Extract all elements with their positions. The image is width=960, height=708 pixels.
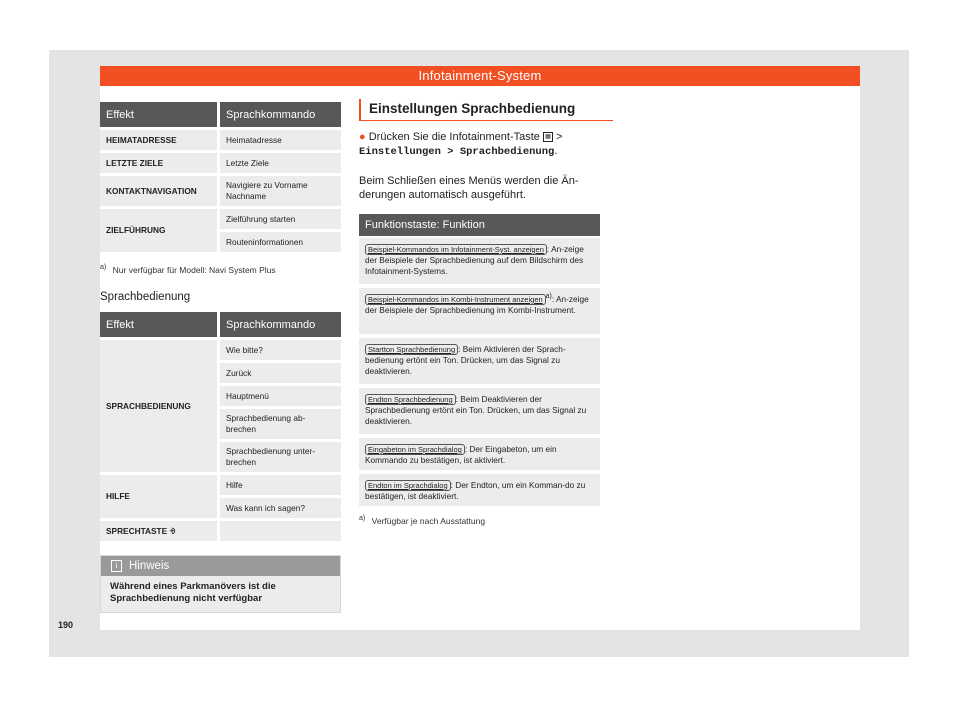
voice-button-icon: ⨮ <box>169 525 176 536</box>
table-row <box>100 475 341 495</box>
effect-cell: KONTAKTNAVIGATION <box>100 176 217 206</box>
function-table-header: Funktionstaste: Funktion <box>359 214 600 236</box>
table-footnote <box>100 263 276 275</box>
paragraph: Beim Schließen eines Menüs werden die Än-derungen automatisch ausgeführt. <box>359 175 579 201</box>
footnote-marker: a) <box>359 514 366 522</box>
table-row <box>100 340 341 360</box>
function-description: : Der Endton, um ein Komman-do zu bestätigen, ist deaktiviert. <box>365 479 586 502</box>
function-description: : Beim Aktivieren der Sprach-bedienung ertönt ein Ton. Drücken, um das Signal zu deaktivieren. <box>365 343 566 376</box>
menu-path-end: . <box>554 145 558 157</box>
command-cell: Wie bitte? <box>217 340 341 360</box>
voice-control-commands-table <box>100 309 341 544</box>
navigation-commands-table <box>100 99 341 255</box>
menu-path: Einstellungen > Sprachbedienung <box>359 146 555 158</box>
column-header-effekt: Effekt <box>100 312 217 337</box>
table-row <box>100 209 341 229</box>
table-row <box>100 521 341 541</box>
note-header <box>101 556 340 576</box>
command-cell: Hilfe <box>217 475 341 495</box>
function-item <box>359 338 600 384</box>
footnote-marker: a) <box>545 293 552 300</box>
function-description: : Der Eingabeton, um ein Kommando zu bestätigen, ist aktiviert. <box>365 443 557 466</box>
page-number: 190 <box>58 620 74 630</box>
command-cell: Zurück <box>217 363 341 383</box>
column-header-sprachkommando: Sprachkommando <box>217 312 341 337</box>
command-cell <box>217 521 341 541</box>
function-key-label: Beispiel-Kommandos im Infotainment-Syst. anzeigen <box>365 244 547 255</box>
command-cell: Sprachbedienung ab-brechen <box>217 409 341 439</box>
command-cell: Routeninformationen <box>217 232 341 252</box>
function-item <box>359 288 600 334</box>
footnote-text: Verfügbar je nach Ausstattung <box>371 515 486 526</box>
right-footnote <box>359 514 485 526</box>
command-cell: Was kann ich sagen? <box>217 498 341 518</box>
function-description: : An-zeige der Beispiele der Sprachbedienung im Kombi-Instrument. <box>365 293 589 316</box>
instruction-text: Drücken Sie die Infotainment-Taste <box>368 131 540 143</box>
effect-cell: HEIMATADRESSE <box>100 130 217 150</box>
subheading-sprachbedienung: Sprachbedienung <box>100 291 191 303</box>
function-key-label: Beispiel-Kommandos im Kombi-Instrument anzeigen <box>365 294 546 305</box>
command-cell: Heimatadresse <box>217 130 341 150</box>
path-separator: > <box>556 131 563 143</box>
column-header-effekt: Effekt <box>100 102 217 127</box>
effect-cell: HILFE <box>100 475 217 518</box>
command-cell: Hauptmenü <box>217 386 341 406</box>
function-description: : Beim Deaktivieren der Sprachbedienung ertönt ein Ton. Drücken, um das Signal zu deaktivieren. <box>365 393 587 426</box>
function-item <box>359 388 600 434</box>
function-item <box>359 474 600 506</box>
effect-cell: LETZTE ZIELE <box>100 153 217 173</box>
table-row <box>100 130 341 150</box>
command-cell: Zielführung starten <box>217 209 341 229</box>
table-row <box>100 176 341 206</box>
command-cell: Navigiere zu Vorname Nachname <box>217 176 341 206</box>
effect-cell: ZIELFÜHRUNG <box>100 209 217 252</box>
note-title: Hinweis <box>129 560 170 572</box>
command-cell: Sprachbedienung unter-brechen <box>217 442 341 472</box>
info-icon: i <box>111 560 122 572</box>
effect-cell <box>100 521 217 541</box>
section-header: Infotainment-System <box>100 66 860 86</box>
footnote-marker: a) <box>100 263 107 271</box>
note-body: Während eines Parkmanövers ist die Sprachbedienung nicht verfügbar <box>110 581 276 604</box>
function-key-label: Eingabeton im Sprachdialog <box>365 444 465 455</box>
effect-cell: SPRACHBEDIENUNG <box>100 340 217 472</box>
command-cell: Letzte Ziele <box>217 153 341 173</box>
bullet-icon: ● <box>359 131 366 143</box>
section-heading: Einstellungen Sprachbedienung <box>359 99 613 121</box>
function-key-label: Startton Sprachbedienung <box>365 344 458 355</box>
function-item <box>359 238 600 284</box>
table-row <box>100 153 341 173</box>
column-header-sprachkommando: Sprachkommando <box>217 102 341 127</box>
menu-key-icon: ▦ <box>543 132 553 142</box>
function-key-label: Endton im Sprachdialog <box>365 480 451 491</box>
effect-label: SPRECHTASTE <box>106 525 168 536</box>
function-item <box>359 438 600 470</box>
function-description: : An-zeige der Beispiele der Sprachbedienung auf dem Bildschirm des Infotainment-Systems. <box>365 243 584 276</box>
footnote-text: Nur verfügbar für Modell: Navi System Plus <box>112 264 276 275</box>
instruction-step <box>359 130 604 159</box>
note-box <box>100 555 341 613</box>
function-key-label: Endton Sprachbedienung <box>365 394 456 405</box>
